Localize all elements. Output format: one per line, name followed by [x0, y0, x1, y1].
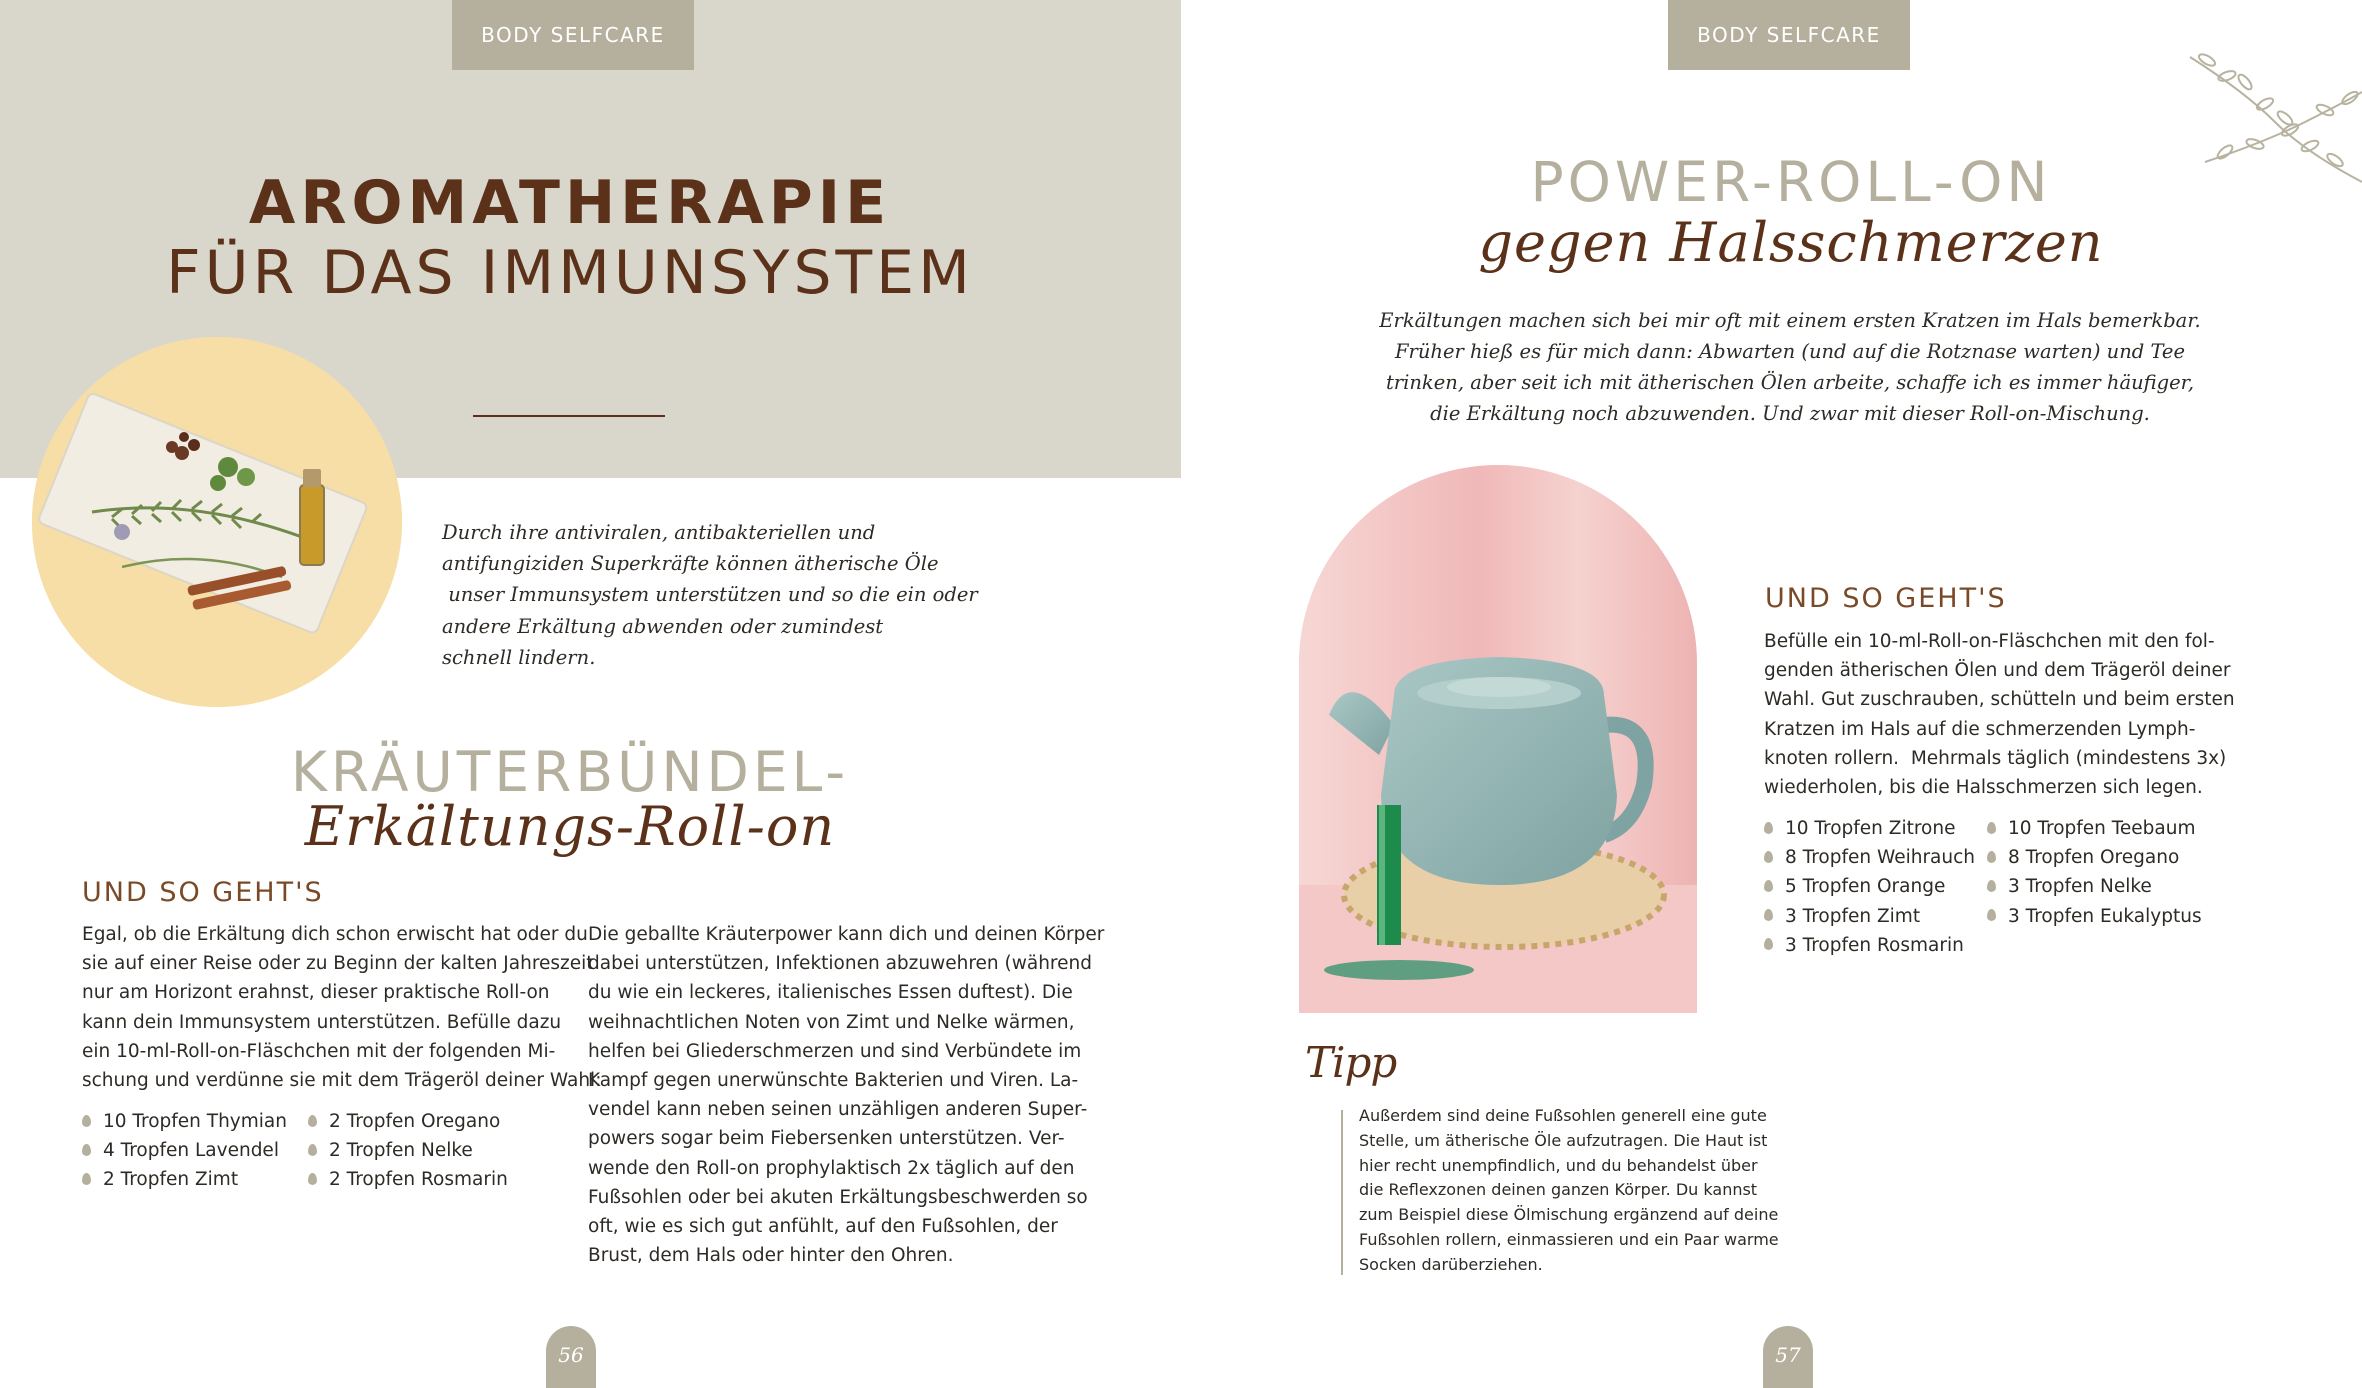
- list-item: [1987, 902, 2202, 931]
- tip-line: die Reflexzonen deinen ganzen Körper. Du kannst: [1359, 1180, 1758, 1200]
- left-intro-line: Durch ihre antiviralen, antibakteriellen und: [442, 521, 876, 544]
- left-col2-line: vendel kann neben seinen unzähligen anderen Super-: [588, 1099, 1088, 1121]
- right-intro-line: Früher hieß es für mich dann: Abwarten (und auf die Rotznase warten) und Tee: [1394, 340, 2186, 363]
- left-col2-line: Die geballte Kräuterpower kann dich und deinen Körper: [588, 924, 1105, 945]
- list-item: [1764, 902, 1975, 931]
- section-tab-left: BODY SELFCARE: [452, 0, 694, 70]
- page-number-right: 57: [1763, 1326, 1813, 1388]
- teapot-photo: [1299, 465, 1697, 1013]
- list-item: [308, 1165, 508, 1194]
- right-body-line: Befülle ein 10-ml-Roll-on-Fläschchen mit den fol-: [1764, 631, 2215, 652]
- drop-icon: [1764, 822, 1773, 834]
- left-title-line1: AROMATHERAPIE: [248, 168, 892, 238]
- tip-text: [1359, 1104, 1779, 1278]
- ingredient-label: 10 Tropfen Zitrone: [1785, 818, 1956, 839]
- left-intro-line: unser Immunsystem unterstützen und so die ein oder: [442, 583, 978, 607]
- section-tab-right: BODY SELFCARE: [1668, 0, 1910, 70]
- list-item: [1764, 872, 1975, 901]
- list-item: [308, 1136, 508, 1165]
- tip-line: Außerdem sind deine Fußsohlen generell eine gute: [1359, 1106, 1767, 1125]
- list-item: [1764, 843, 1975, 872]
- left-col1-line: Egal, ob die Erkältung dich schon erwischt hat oder du: [82, 924, 588, 945]
- right-body-line: wiederholen, bis die Halsschmerzen sich legen.: [1764, 777, 2203, 799]
- drop-icon: [1987, 851, 1996, 863]
- left-col2-line: powers sogar beim Fiebersenken unterstützen. Ver-: [588, 1128, 1065, 1150]
- right-body-line: Kratzen im Hals auf die schmerzenden Lymph-: [1764, 718, 2196, 740]
- right-subheading: UND SO GEHT'S: [1765, 583, 2007, 614]
- list-item: [1987, 814, 2202, 843]
- tip-line: zum Beispiel diese Ölmischung ergänzend auf deine: [1359, 1205, 1779, 1225]
- drop-icon: [1764, 938, 1773, 950]
- list-item: [308, 1107, 508, 1136]
- ingredient-label: 3 Tropfen Zimt: [1785, 905, 1921, 927]
- tip-line: Socken darüberziehen.: [1359, 1254, 1543, 1274]
- right-title-line2: gegen Halsschmerzen: [1478, 211, 2104, 274]
- right-body-line: Wahl. Gut zuschrauben, schütteln und beim ersten: [1764, 689, 2235, 711]
- tip-line: Fußsohlen rollern, einmassieren und ein Paar warme: [1359, 1229, 1779, 1249]
- left-col2-line: Fußsohlen oder bei akuten Erkältungsbeschwerden so: [588, 1186, 1088, 1208]
- drop-icon: [82, 1115, 91, 1127]
- left-intro: [442, 517, 978, 673]
- left-title-line2: FÜR DAS IMMUNSYSTEM: [166, 238, 974, 308]
- tip-line: Stelle, um ätherische Öle aufzutragen. Die Haut ist: [1359, 1130, 1768, 1150]
- left-col2-line: du wie ein leckeres, italienisches Essen duftest). Die: [588, 982, 1073, 1004]
- left-col1-line: sie auf einer Reise oder zu Beginn der kalten Jahreszeit: [82, 953, 594, 975]
- drop-icon: [1987, 880, 1996, 892]
- left-intro-line: andere Erkältung abwenden oder zumindest: [442, 614, 884, 638]
- right-intro-line: Erkältungen machen sich bei mir oft mit einem ersten Kratzen im Hals bemerkbar.: [1379, 309, 2201, 332]
- ingredient-label: 2 Tropfen Rosmarin: [329, 1169, 508, 1191]
- right-body-line: genden ätherischen Ölen und dem Trägeröl deiner: [1764, 660, 2231, 682]
- drop-icon: [1764, 909, 1773, 921]
- ingredient-label: 5 Tropfen Orange: [1785, 876, 1946, 898]
- tip-line: hier recht unempfindlich, und du behandelst über: [1359, 1155, 1758, 1175]
- drop-icon: [82, 1173, 91, 1185]
- left-subheading: UND SO GEHT'S: [82, 877, 324, 908]
- right-title-line1: POWER-ROLL-ON: [1530, 150, 2052, 214]
- list-item: [82, 1165, 287, 1194]
- drop-icon: [308, 1173, 317, 1185]
- ingredient-label: 4 Tropfen Lavendel: [103, 1140, 279, 1162]
- left-ingredients-col2: [308, 1107, 508, 1195]
- drop-icon: [1764, 880, 1773, 892]
- left-col2-line: Brust, dem Hals oder hinter den Ohren.: [588, 1245, 954, 1267]
- herb-bundle-photo: [32, 337, 402, 707]
- list-item: [1987, 872, 2202, 901]
- left-col2-line: helfen bei Gliederschmerzen und sind Verbündete im: [588, 1040, 1082, 1062]
- drop-icon: [82, 1144, 91, 1156]
- left-col2-line: dabei unterstützen, Infektionen abzuwehren (während: [588, 953, 1092, 975]
- ingredient-label: 8 Tropfen Weihrauch: [1785, 847, 1976, 869]
- right-intro: [1350, 305, 2230, 429]
- ingredient-label: 3 Tropfen Eukalyptus: [2008, 905, 2202, 927]
- left-col2-line: oft, wie es sich gut anfühlt, auf den Fußsohlen, der: [588, 1216, 1058, 1238]
- drop-icon: [308, 1115, 317, 1127]
- left-recipe-title-line2: Erkältungs-Roll-on: [304, 795, 836, 858]
- right-body-text: [1764, 627, 2235, 802]
- page-number-left: 56: [546, 1326, 596, 1388]
- left-col1-text: [82, 920, 601, 1095]
- tip-title: Tipp: [1305, 1038, 1397, 1087]
- ingredient-label: 10 Tropfen Thymian: [103, 1111, 287, 1132]
- title-divider: [473, 415, 665, 417]
- ingredient-label: 2 Tropfen Zimt: [103, 1169, 239, 1191]
- ingredient-label: 3 Tropfen Nelke: [2008, 876, 2152, 898]
- right-ingredients-col2: [1987, 814, 2202, 931]
- left-col1-line: nur am Horizont erahnst, dieser praktische Roll-on: [82, 982, 550, 1004]
- list-item: [1764, 931, 1975, 960]
- right-intro-line: trinken, aber seit ich mit ätherischen Ölen arbeite, schaffe ich es immer häufiger,: [1385, 371, 2195, 394]
- left-col1-line: ein 10-ml-Roll-on-Fläschchen mit der folgenden Mi-: [82, 1040, 556, 1062]
- left-col2-line: Kampf gegen unerwünschte Bakterien und Viren. La-: [588, 1070, 1079, 1092]
- ingredient-label: 2 Tropfen Oregano: [329, 1111, 501, 1132]
- list-item: [82, 1136, 287, 1165]
- right-body-line: knoten rollern. Mehrmals täglich (mindestens 3x): [1764, 747, 2227, 769]
- list-item: [1764, 814, 1975, 843]
- left-intro-line: antifungiziden Superkräfte können ätherische Öle: [442, 552, 939, 576]
- drop-icon: [1987, 822, 1996, 834]
- left-col2-text: [588, 920, 1104, 1270]
- ingredient-label: 2 Tropfen Nelke: [329, 1140, 473, 1162]
- ingredient-label: 8 Tropfen Oregano: [2008, 847, 2180, 869]
- left-recipe-title-line1: KRÄUTERBÜNDEL-: [290, 740, 850, 804]
- left-col2-line: weihnachtlichen Noten von Zimt und Nelke wärmen,: [588, 1011, 1075, 1033]
- left-col1-line: schung und verdünne sie mit dem Trägeröl deiner Wahl:: [82, 1070, 602, 1092]
- list-item: [1987, 843, 2202, 872]
- ingredient-label: 10 Tropfen Teebaum: [2008, 818, 2196, 839]
- left-intro-line: schnell lindern.: [442, 645, 596, 669]
- drop-icon: [308, 1144, 317, 1156]
- left-col1-line: kann dein Immunsystem unterstützen. Befülle dazu: [82, 1011, 562, 1033]
- right-ingredients-col1: [1764, 814, 1975, 960]
- left-ingredients-col1: [82, 1107, 287, 1195]
- list-item: [82, 1107, 287, 1136]
- ingredient-label: 3 Tropfen Rosmarin: [1785, 934, 1964, 956]
- drop-icon: [1987, 909, 1996, 921]
- tip-rule: [1341, 1110, 1343, 1275]
- right-intro-line: die Erkältung noch abzuwenden. Und zwar mit dieser Roll-on-Mischung.: [1430, 402, 2150, 425]
- left-col2-line: wende den Roll-on prophylaktisch 2x täglich auf den: [588, 1157, 1075, 1179]
- drop-icon: [1764, 851, 1773, 863]
